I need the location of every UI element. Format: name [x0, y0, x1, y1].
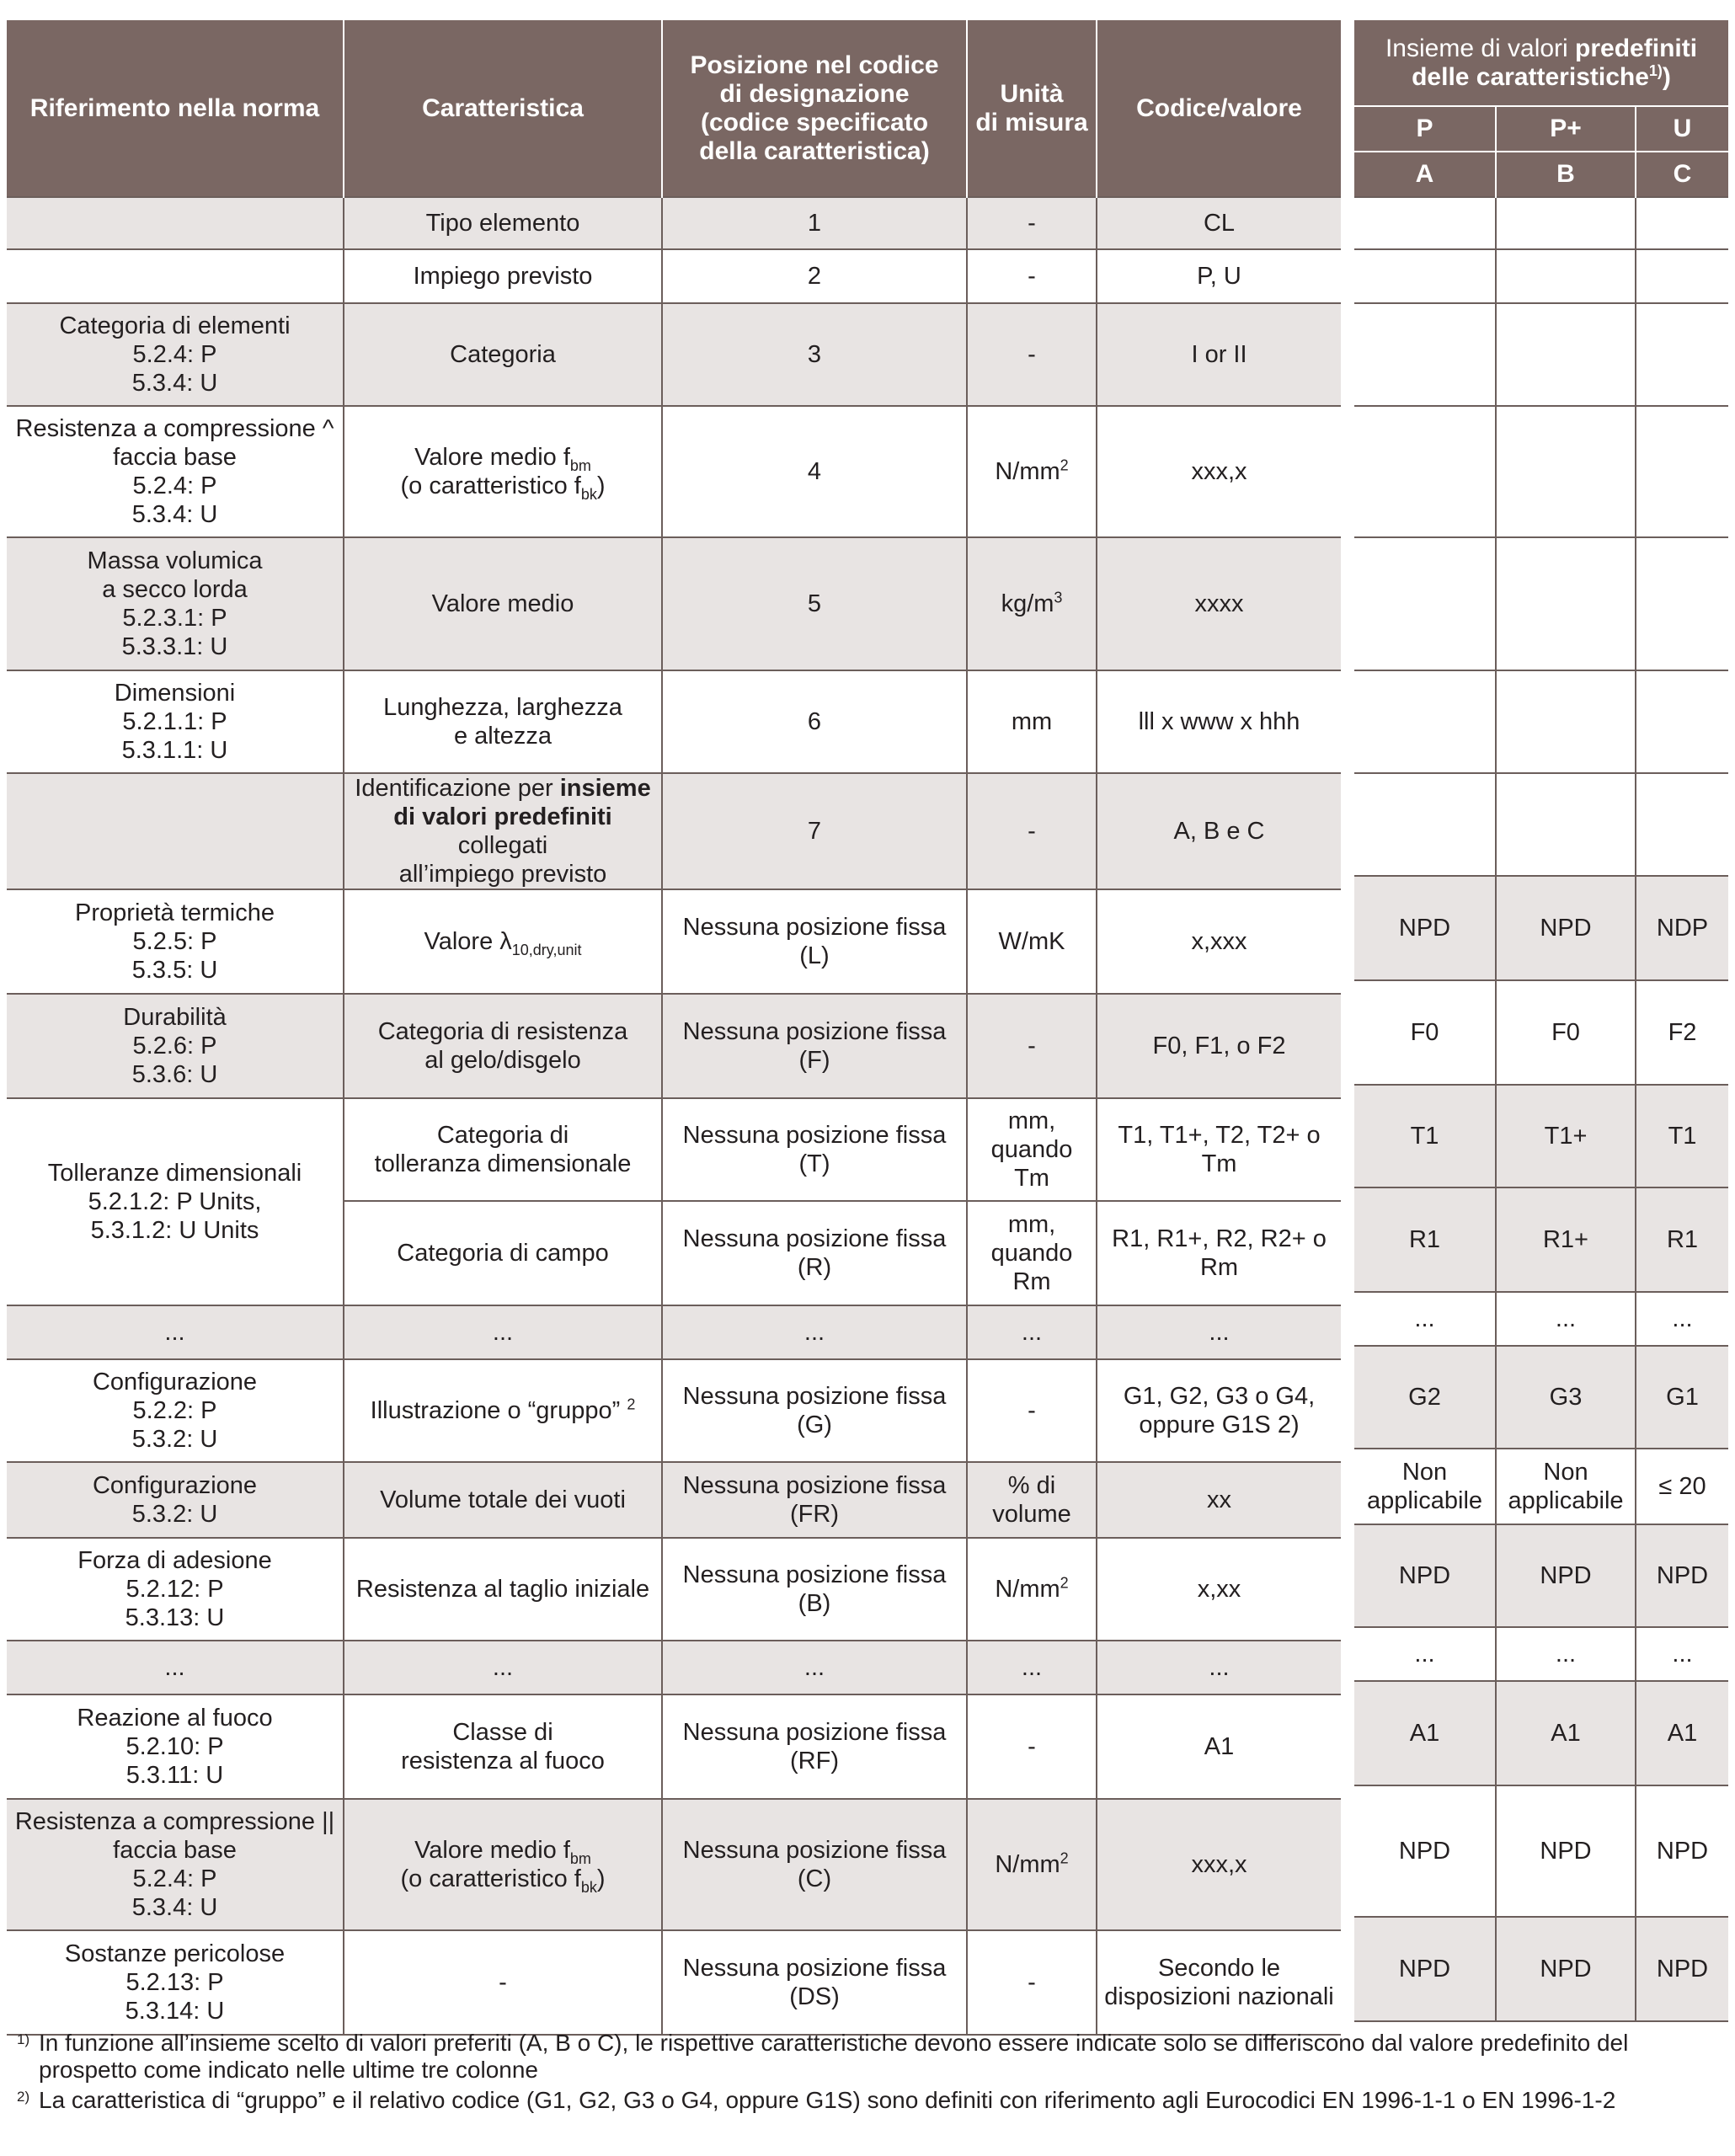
cell-codice: ...: [1097, 1641, 1341, 1694]
table-row: [7, 773, 1341, 889]
table-row: [1354, 1292, 1728, 1346]
footnote-marker: 1): [17, 2031, 30, 2047]
cell-set-b: [1496, 670, 1636, 773]
cell-unita: $N/mm^2$: [967, 406, 1097, 537]
cell-unita: W/mK: [967, 889, 1097, 994]
cell-set-a: [1354, 670, 1496, 773]
cell-codice: F0, F1, o F2: [1097, 994, 1341, 1098]
cell-set-a: NPD: [1354, 1785, 1496, 1917]
table-row: [7, 1538, 1341, 1641]
cell-set-c: [1636, 249, 1728, 303]
cell-set-b: A1: [1496, 1681, 1636, 1785]
cell-set-c: ...: [1636, 1627, 1728, 1681]
cell-set-b: [1496, 406, 1636, 537]
cell-unita: mm, quando Rm: [967, 1201, 1097, 1305]
cell-set-c: [1636, 670, 1728, 773]
cell-set-b: [1496, 303, 1636, 406]
cell-posizione: 3: [662, 303, 967, 406]
footnote-text: La caratteristica di “gruppo” e il relativo codice (G1, G2, G3 o G4, oppure G1S) sono definiti con riferimento agli Eurocodici EN 1996-1-1 o EN 1996-1-2: [39, 2087, 1616, 2113]
cell-unita: ...: [967, 1305, 1097, 1359]
cell-caratteristica: Categoria di resistenza al gelo/disgelo: [344, 994, 662, 1098]
cell-set-a: Non applicabile: [1354, 1449, 1496, 1524]
cell-set-b: [1496, 249, 1636, 303]
cell-riferimento: Proprietà termiche 5.2.5: P 5.3.5: U: [7, 889, 344, 994]
cell-set-a: [1354, 537, 1496, 670]
table-row: [1354, 1785, 1728, 1917]
cell-set-a: A1: [1354, 1681, 1496, 1785]
cell-riferimento: [7, 197, 344, 249]
cell-codice: I or II: [1097, 303, 1341, 406]
cell-set-b: NPD: [1496, 1785, 1636, 1917]
cell-set-b: NPD: [1496, 1524, 1636, 1627]
table-row: [1354, 1917, 1728, 2021]
cell-set-c: ...: [1636, 1292, 1728, 1346]
set-code-b: B: [1496, 152, 1636, 197]
table-row: [7, 1462, 1341, 1538]
set-code-c: C: [1636, 152, 1728, 197]
cell-caratteristica: Lunghezza, larghezza e altezza: [344, 670, 662, 773]
cell-set-c: [1636, 406, 1728, 537]
cell-caratteristica: Illustrazione o “gruppo” $^2$: [344, 1359, 662, 1462]
cell-posizione: Nessuna posizione fissa (T): [662, 1098, 967, 1201]
cell-set-a: T1: [1354, 1085, 1496, 1187]
table-row: [7, 1930, 1341, 2035]
cell-caratteristica: Classe di resistenza al fuoco: [344, 1694, 662, 1799]
col-header-codice: Codice/valore: [1097, 20, 1341, 197]
cell-set-a: NPD: [1354, 1524, 1496, 1627]
set-letter-pplus: P+: [1496, 106, 1636, 152]
cell-posizione: Nessuna posizione fissa (RF): [662, 1694, 967, 1799]
cell-set-b: NPD: [1496, 876, 1636, 980]
cell-riferimento: Categoria di elementi 5.2.4: P 5.3.4: U: [7, 303, 344, 406]
cell-codice: A1: [1097, 1694, 1341, 1799]
table-row: [1354, 1524, 1728, 1627]
table-row: [7, 670, 1341, 773]
cell-set-c: [1636, 537, 1728, 670]
cell-set-b: Non applicabile: [1496, 1449, 1636, 1524]
cell-set-a: ...: [1354, 1292, 1496, 1346]
cell-set-b: [1496, 197, 1636, 249]
table-row: [7, 1694, 1341, 1799]
cell-posizione: 6: [662, 670, 967, 773]
cell-riferimento: Resistenza a compressione ^ faccia base 5.2.4: P 5.3.4: U: [7, 406, 344, 537]
cell-posizione: Nessuna posizione fissa (F): [662, 994, 967, 1098]
cell-posizione: 7: [662, 773, 967, 889]
cell-posizione: ...: [662, 1305, 967, 1359]
cell-set-c: NPD: [1636, 1917, 1728, 2021]
cell-riferimento: Dimensioni 5.2.1.1: P 5.3.1.1: U: [7, 670, 344, 773]
table-row: [7, 1799, 1341, 1930]
cell-unita: -: [967, 303, 1097, 406]
table-row: [1354, 876, 1728, 980]
cell-caratteristica: Valore medio $f_{bm}$ (o caratteristico $f_{bk}$): [344, 1799, 662, 1930]
footnotes: [17, 2030, 1710, 2117]
cell-set-c: G1: [1636, 1346, 1728, 1449]
cell-set-a: [1354, 249, 1496, 303]
cell-caratteristica: -: [344, 1930, 662, 2035]
table-row: [1354, 1449, 1728, 1524]
cell-codice: lll x www x hhh: [1097, 670, 1341, 773]
cell-riferimento: Reazione al fuoco 5.2.10: P 5.3.11: U: [7, 1694, 344, 1799]
col-header-riferimento: Riferimento nella norma: [7, 20, 344, 197]
table-row: [1354, 303, 1728, 406]
sets-title: Insieme di valori predefiniti delle caratteristiche$^{1)}$): [1354, 20, 1728, 106]
cell-codice: Secondo le disposizioni nazionali: [1097, 1930, 1341, 2035]
characteristics-table: [7, 20, 1341, 2036]
cell-riferimento: ...: [7, 1641, 344, 1694]
cell-set-a: [1354, 773, 1496, 876]
cell-codice: T1, T1+, T2, T2+ o Tm: [1097, 1098, 1341, 1201]
table-row: [1354, 537, 1728, 670]
cell-codice: ...: [1097, 1305, 1341, 1359]
cell-unita: $N/mm^2$: [967, 1538, 1097, 1641]
cell-codice: P, U: [1097, 249, 1341, 303]
cell-posizione: ...: [662, 1641, 967, 1694]
cell-unita: % di volume: [967, 1462, 1097, 1538]
cell-caratteristica: Categoria di campo: [344, 1201, 662, 1305]
cell-posizione: 1: [662, 197, 967, 249]
cell-unita: ...: [967, 1641, 1097, 1694]
cell-caratteristica: Identificazione per insieme di valori predefiniti collegati all’impiego previsto: [344, 773, 662, 889]
cell-unita: $N/mm^2$: [967, 1799, 1097, 1930]
cell-riferimento: Configurazione 5.2.2: P 5.3.2: U: [7, 1359, 344, 1462]
cell-set-b: ...: [1496, 1627, 1636, 1681]
table-row: [7, 1305, 1341, 1359]
cell-caratteristica: Volume totale dei vuoti: [344, 1462, 662, 1538]
cell-unita: -: [967, 994, 1097, 1098]
table-row: [7, 249, 1341, 303]
cell-unita: -: [967, 1930, 1097, 2035]
cell-codice: xxx,x: [1097, 1799, 1341, 1930]
table-row: [7, 889, 1341, 994]
set-letter-p: P: [1354, 106, 1496, 152]
table-row: [1354, 1346, 1728, 1449]
cell-set-a: NPD: [1354, 1917, 1496, 2021]
cell-caratteristica: Categoria: [344, 303, 662, 406]
footnote-marker: 2): [17, 2089, 30, 2105]
cell-set-b: T1+: [1496, 1085, 1636, 1187]
set-code-a: A: [1354, 152, 1496, 197]
cell-posizione: Nessuna posizione fissa (DS): [662, 1930, 967, 2035]
cell-codice: R1, R1+, R2, R2+ o Rm: [1097, 1201, 1341, 1305]
table-row: [1354, 1085, 1728, 1187]
cell-codice: xxxx: [1097, 537, 1341, 670]
predefined-sets-table: [1354, 20, 1728, 2022]
cell-codice: CL: [1097, 197, 1341, 249]
cell-set-c: F2: [1636, 980, 1728, 1085]
cell-caratteristica: Resistenza al taglio iniziale: [344, 1538, 662, 1641]
sets-code-row: [1354, 152, 1728, 197]
table-row: [1354, 670, 1728, 773]
cell-set-b: F0: [1496, 980, 1636, 1085]
cell-riferimento: Durabilità 5.2.6: P 5.3.6: U: [7, 994, 344, 1098]
cell-set-c: [1636, 773, 1728, 876]
cell-set-c: ≤ 20: [1636, 1449, 1728, 1524]
footnote-1: [17, 2030, 1710, 2084]
cell-posizione: Nessuna posizione fissa (FR): [662, 1462, 967, 1538]
cell-set-b: ...: [1496, 1292, 1636, 1346]
cell-caratteristica: Valore medio $f_{bm}$ (o caratteristico $f_{bk}$): [344, 406, 662, 537]
cell-riferimento: Tolleranze dimensionali 5.2.1.2: P Units, 5.3.1.2: U Units: [7, 1098, 344, 1305]
table-row: [1354, 406, 1728, 537]
cell-posizione: 5: [662, 537, 967, 670]
cell-riferimento: Configurazione 5.3.2: U: [7, 1462, 344, 1538]
cell-caratteristica: Tipo elemento: [344, 197, 662, 249]
cell-set-a: NPD: [1354, 876, 1496, 980]
footnote-text: In funzione all’insieme scelto di valori preferiti (A, B o C), le rispettive caratteristiche devono essere indicate solo se differiscono dal valore predefinito del prospetto come indicato nelle ultime tre colonne: [39, 2030, 1629, 2083]
cell-unita: mm, quando Tm: [967, 1098, 1097, 1201]
cell-caratteristica: Valore medio: [344, 537, 662, 670]
cell-riferimento: Resistenza a compressione || faccia base 5.2.4: P 5.3.4: U: [7, 1799, 344, 1930]
cell-riferimento: Massa volumica a secco lorda 5.2.3.1: P 5.3.3.1: U: [7, 537, 344, 670]
cell-codice: xxx,x: [1097, 406, 1341, 537]
table-row: [1354, 1187, 1728, 1292]
table-row: [1354, 1627, 1728, 1681]
cell-posizione: Nessuna posizione fissa (G): [662, 1359, 967, 1462]
cell-set-a: [1354, 406, 1496, 537]
cell-codice: xx: [1097, 1462, 1341, 1538]
table-row: [7, 406, 1341, 537]
cell-set-b: [1496, 773, 1636, 876]
cell-set-a: R1: [1354, 1187, 1496, 1292]
cell-set-c: R1: [1636, 1187, 1728, 1292]
cell-set-c: NPD: [1636, 1524, 1728, 1627]
cell-unita: -: [967, 1694, 1097, 1799]
table-row: [7, 197, 1341, 249]
cell-unita: -: [967, 773, 1097, 889]
cell-riferimento: [7, 249, 344, 303]
cell-riferimento: Forza di adesione 5.2.12: P 5.3.13: U: [7, 1538, 344, 1641]
cell-unita: -: [967, 197, 1097, 249]
table-row: [7, 303, 1341, 406]
cell-codice: G1, G2, G3 o G4, oppure G1S 2): [1097, 1359, 1341, 1462]
cell-set-b: G3: [1496, 1346, 1636, 1449]
cell-set-c: T1: [1636, 1085, 1728, 1187]
sets-letter-row: [1354, 106, 1728, 152]
cell-set-c: [1636, 197, 1728, 249]
table-row: [7, 537, 1341, 670]
table-row: [7, 1641, 1341, 1694]
cell-posizione: 4: [662, 406, 967, 537]
cell-set-b: NPD: [1496, 1917, 1636, 2021]
cell-unita: -: [967, 1359, 1097, 1462]
cell-posizione: Nessuna posizione fissa (B): [662, 1538, 967, 1641]
table-row: [1354, 980, 1728, 1085]
footnote-2: [17, 2087, 1710, 2114]
table-row: [1354, 1681, 1728, 1785]
cell-caratteristica: Impiego previsto: [344, 249, 662, 303]
cell-caratteristica: Valore $\lambda_{10,dry,unit}$: [344, 889, 662, 994]
cell-set-a: ...: [1354, 1627, 1496, 1681]
col-header-posizione: Posizione nel codice di designazione (codice specificato della caratteristica): [662, 20, 967, 197]
header-row: [7, 20, 1341, 197]
cell-unita: $kg/m^3$: [967, 537, 1097, 670]
cell-set-c: [1636, 303, 1728, 406]
cell-set-c: NDP: [1636, 876, 1728, 980]
col-header-caratteristica: Caratteristica: [344, 20, 662, 197]
cell-set-c: A1: [1636, 1681, 1728, 1785]
table-row: [1354, 773, 1728, 876]
cell-codice: x,xxx: [1097, 889, 1341, 994]
table-row: [1354, 197, 1728, 249]
cell-riferimento: ...: [7, 1305, 344, 1359]
set-letter-u: U: [1636, 106, 1728, 152]
cell-posizione: 2: [662, 249, 967, 303]
table-row: [7, 1359, 1341, 1462]
cell-set-a: [1354, 303, 1496, 406]
cell-unita: mm: [967, 670, 1097, 773]
cell-posizione: Nessuna posizione fissa (C): [662, 1799, 967, 1930]
table-row: [1354, 249, 1728, 303]
cell-caratteristica: ...: [344, 1641, 662, 1694]
cell-codice: x,xx: [1097, 1538, 1341, 1641]
cell-set-a: [1354, 197, 1496, 249]
cell-set-b: [1496, 537, 1636, 670]
cell-caratteristica: ...: [344, 1305, 662, 1359]
cell-set-a: F0: [1354, 980, 1496, 1085]
cell-posizione: Nessuna posizione fissa (L): [662, 889, 967, 994]
cell-riferimento: Sostanze pericolose 5.2.13: P 5.3.14: U: [7, 1930, 344, 2035]
cell-caratteristica: Categoria di tolleranza dimensionale: [344, 1098, 662, 1201]
table-row: [7, 1098, 1341, 1201]
cell-set-a: G2: [1354, 1346, 1496, 1449]
cell-codice: A, B e C: [1097, 773, 1341, 889]
table-row: [7, 994, 1341, 1098]
cell-set-b: R1+: [1496, 1187, 1636, 1292]
cell-set-c: NPD: [1636, 1785, 1728, 1917]
col-header-unita: Unità di misura: [967, 20, 1097, 197]
cell-unita: -: [967, 249, 1097, 303]
sets-title-row: [1354, 20, 1728, 106]
cell-riferimento: [7, 773, 344, 889]
cell-posizione: Nessuna posizione fissa (R): [662, 1201, 967, 1305]
